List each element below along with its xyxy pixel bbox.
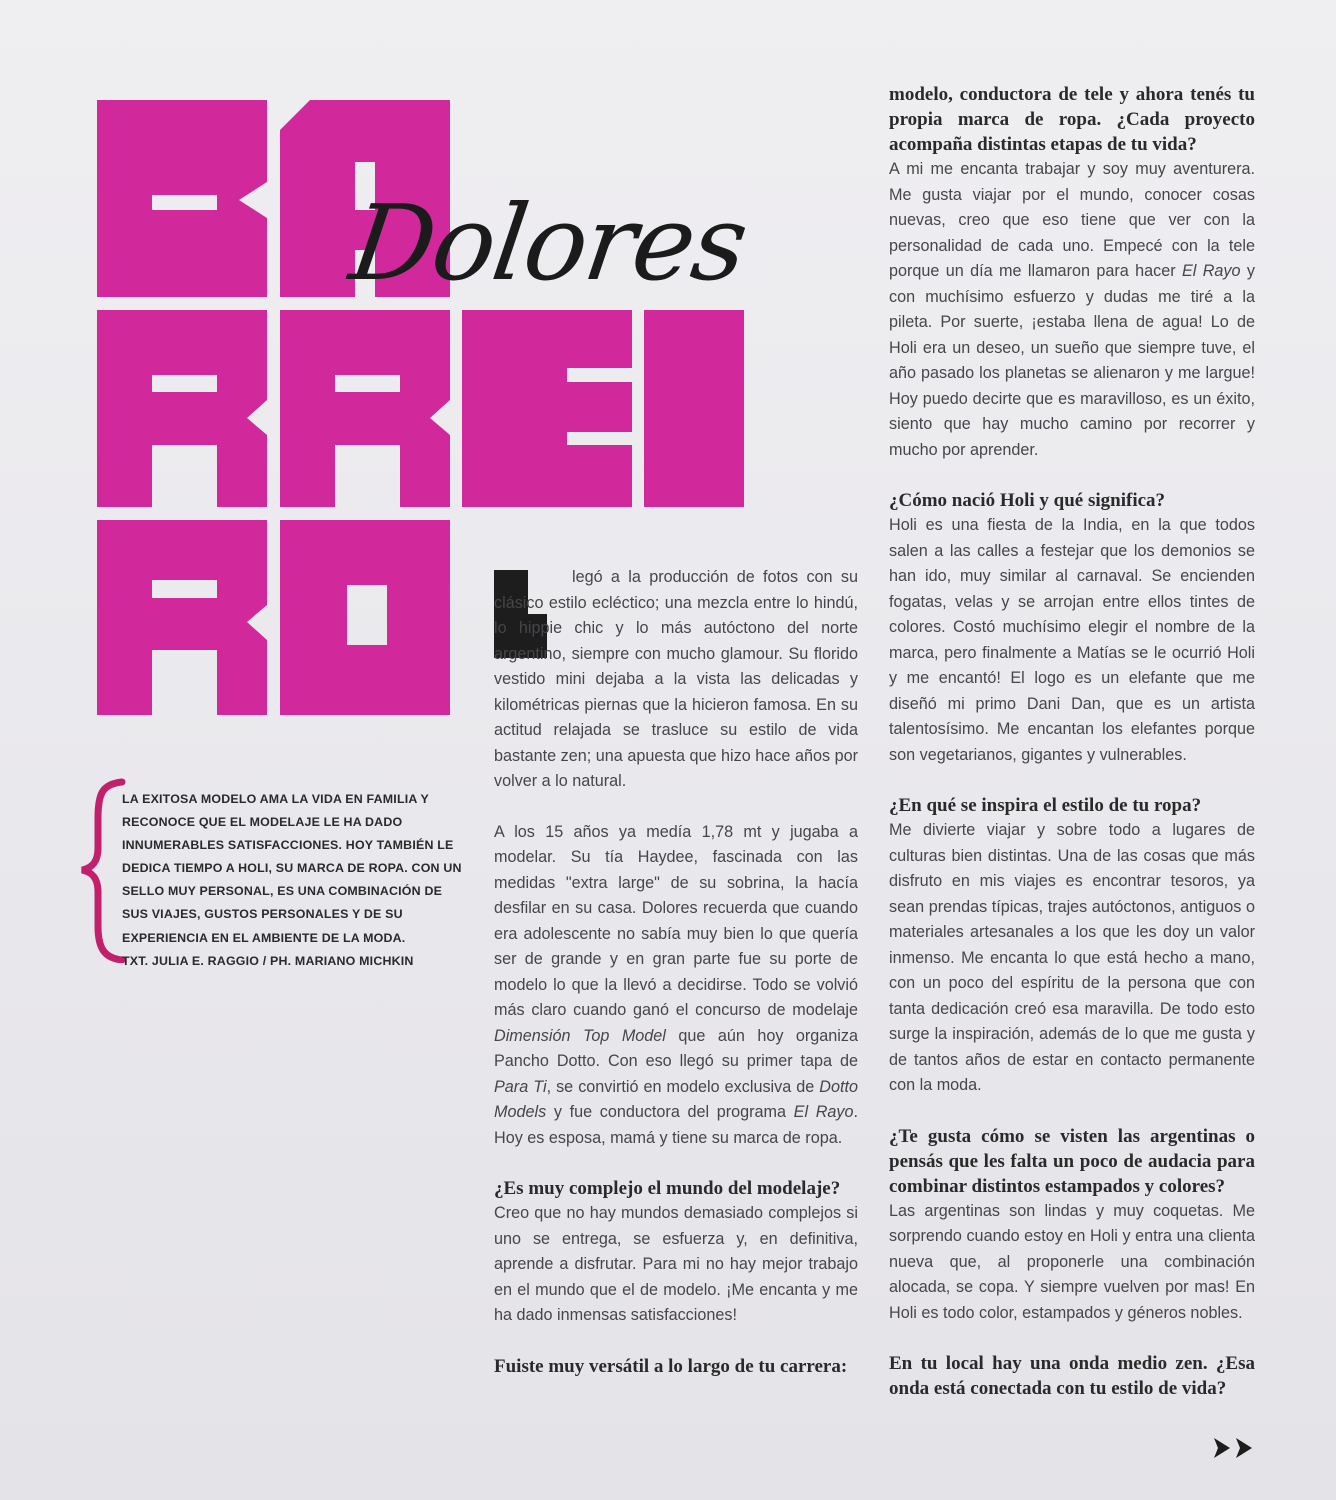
bio-paragraph [494,820,858,1152]
bio-em-dotto: Dotto Models [494,1077,858,1121]
question-2-start: Fuiste muy versátil a lo largo de tu carrera: [494,1355,848,1377]
letter-e [462,310,632,507]
lead-text: legó a la producción de fotos con su clásico estilo ecléctico; una mezcla entre lo hindú, lo hippie chic y lo más autóctono del norte argentino, siempre con mucho glamour. Su florido vestido mini dejaba a la vista las delicadas y kilométricas piernas que la hicieron famosa. En su actitud relajada se trasluce su estilo de vida bastante zen; una apuesta que hizo hace años por volver a lo natural. [494,568,858,790]
answer-2-text-1: A mi me encanta trabajar y soy muy aventurera. Me gusta viajar por el mundo, conocer cosas nuevas, creo que eso tiene que ver con la personalidad de cada uno. Empecé con la tele porque un día me llamaron para hacer [889,160,1255,280]
letter-i [644,310,744,507]
double-arrow-right-icon[interactable] [1214,1437,1258,1459]
article-column-2 [889,82,1255,1401]
bio-em-para-ti: Para Ti [494,1077,547,1096]
letter-r1 [97,310,267,507]
answer-1: Creo que no hay mundos demasiado complejos si uno se entrega, se esfuerza y, en definitiva, aprende a disfrutar. Para mi no hay mejor trabajo en el mundo que el de modelo. ¡Me encanta y me ha dado inmensas satisfacciones! [494,1204,858,1324]
question-1: ¿Es muy complejo el mundo del modelaje? [494,1178,841,1199]
bio-text-1: A los 15 años ya medía 1,78 mt y jugaba a modelar. Su tía Haydee, fascinada con las medidas "extra large" de su sobrina, la hacía desfilar en su casa. Dolores recuerda que cuando era adolescente no sabía muy bien lo que quería ser de grande y en gran parte fue su porte de modelo lo que la llevó a decidirse. Todo se volvió más claro cuando ganó el concurso de modelaje [494,822,858,1019]
bio-em-dimension: Dimensión Top Model [494,1026,666,1045]
letter-o [280,520,450,715]
intro-summary [122,788,462,973]
lead-paragraph [494,565,858,795]
answer-5: Las argentinas son lindas y muy coquetas. Me sorprendo cuando estoy en Holi y entra una clienta nueva que, al proponerle una combinación alocada, se copa. Y siempre vuelven por mas! En Holi es todo color, estampados y géneros nobles. [889,1201,1255,1322]
answer-4: Me divierte viajar y sobre todo a lugares de culturas bien distintas. Una de las cosas que más disfruto en mis viajes es encontrar tesoros, ya sean prendas típicas, trajes autóctonos, antiguos o materiales artesanales a los que les doy un valor inmenso. Me encanta lo que está hecho a mano, con un poco del espíritu de la persona que con tanta dedicación creó esa maravilla. De todo esto surge la inspiración, además de lo que me gusta y de tantos años de estar en contacto permanente con la moda. [889,821,1255,1094]
answer-2-text-2: y con muchísimo esfuerzo y dudas me tiré a la pileta. Por suerte, ¡estaba llena de agua! Lo de Holi era un deseo, un sueño que siempre tuve, el año pasado los planetas se alienaron y me largue! Hoy puedo decirte que es maravilloso, es un éxito, siento que hay mucho camino por recorrer y mucho por aprender. [889,262,1255,459]
answer-2-em-el-rayo: El Rayo [1181,262,1241,280]
article-column-1 [494,565,858,1379]
bio-em-el-rayo: El Rayo [793,1103,854,1121]
first-name-script: Dolores [343,182,754,304]
answer-3: Holi es una fiesta de la India, en la que todos salen a las calles a festejar que los demonios se han ido, muy similar al carnaval. Se encienden fogatas, velas y se arrojan entre ellos tintes de colores. Costó muchísimo elegir el nombre de la marca, pero finalmente a Matías se le ocurrió Holi y me encantó! El logo es un elefante que me diseñó mi primo Dani Dan, que es un artista talentosísimo. Me encantan los elefantes porque son vegetarianos, gigantes y vulnerables. [889,516,1255,764]
letter-b [97,100,267,297]
question-4: ¿En qué se inspira el estilo de tu ropa? [889,795,1202,816]
question-2-end: modelo, conductora de tele y ahora tenés tu propia marca de ropa. ¿Cada proyecto acompaña distintas etapas de tu vida? [889,84,1255,155]
intro-text: LA EXITOSA MODELO AMA LA VIDA EN FAMILIA Y RECONOCE QUE EL MODELAJE LE HA DADO INNUMERABLES SATISFACCIONES. HOY TAMBIÉN LE DEDICA TIEMPO A HOLI, SU MARCA DE ROPA. CON UN SELLO MUY PERSONAL, ES UNA COMBINACIÓN DE SUS VIAJES, GUSTOS PERSONALES Y DE SU EXPERIENCIA EN EL AMBIENTE DE LA MODA. [122,792,462,945]
question-5: ¿Te gusta cómo se visten las argentinas o pensás que les falta un poco de audacia para combinar distintos estampados y colores? [889,1125,1255,1197]
photo-credit: TXT. JULIA E. RAGGIO / PH. MARIANO MICHKIN [122,953,414,968]
bio-text-5: . Hoy es esposa, mamá y tiene su marca de ropa. [494,1103,858,1147]
answer-2 [889,157,1255,463]
bio-text-3: , se convirtió en modelo exclusiva de [546,1077,820,1096]
bio-text-4: y fue conductora del programa [546,1103,794,1121]
letter-r3 [97,520,267,715]
question-6: En tu local hay una onda medio zen. ¿Esa onda está conectada con tu estilo de vida? [889,1353,1255,1399]
bio-text-2: que aún hoy organiza Pancho Dotto. Con eso llegó su primer tapa de [494,1026,858,1070]
letter-r2 [280,310,450,507]
question-3: ¿Cómo nació Holi y qué significa? [889,490,1166,511]
